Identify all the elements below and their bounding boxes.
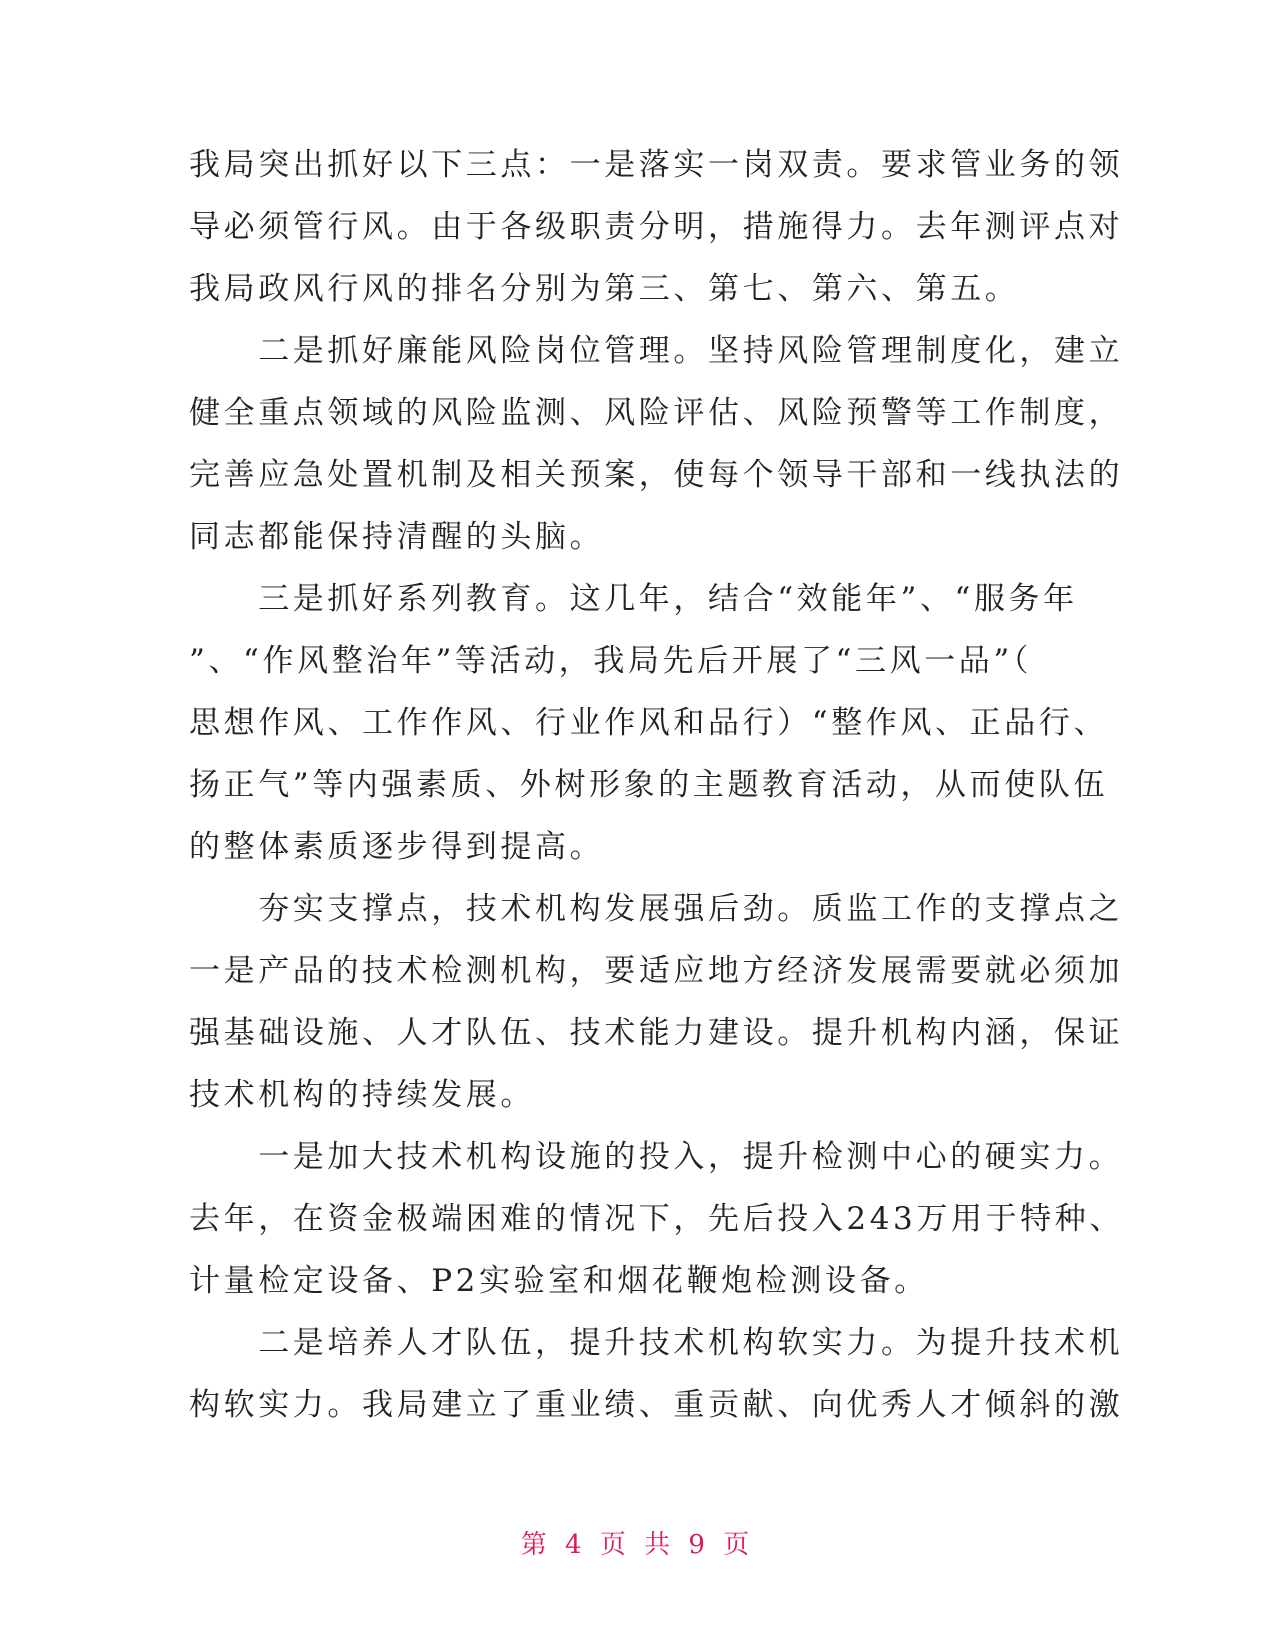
text-line: 同志都能保持清醒的头脑。 (189, 519, 605, 555)
text-line: 计量检定设备、P2实验室和烟花鞭炮检测设备。 (189, 1263, 929, 1299)
text-line: 三是抓好系列教育。这几年，结合“效能年”、“服务年 (189, 581, 1078, 617)
text-line: 扬正气”等内强素质、外树形象的主题教育活动，从而使队伍 (189, 767, 1109, 803)
text-line: 健全重点领域的风险监测、风险评估、风险预警等工作制度， (189, 395, 1124, 431)
text-line: 我局突出抓好以下三点：一是落实一岗双责。要求管业务的领 (189, 147, 1124, 183)
page-number-footer: 第 4 页 共 9 页 (520, 1530, 755, 1560)
text-line: 思想作风、工作作风、行业作风和品行）“整作风、正品行、 (189, 705, 1109, 741)
text-line: 强基础设施、人才队伍、技术能力建设。提升机构内涵，保证 (189, 1015, 1124, 1051)
text-line: 一是产品的技术检测机构，要适应地方经济发展需要就必须加 (189, 953, 1124, 989)
text-line: 完善应急处置机制及相关预案，使每个领导干部和一线执法的 (189, 457, 1124, 493)
text-line: 去年，在资金极端困难的情况下，先后投入243万用于特种、 (189, 1201, 1124, 1237)
text-line: 二是培养人才队伍，提升技术机构软实力。为提升技术机 (189, 1325, 1124, 1361)
text-line: 的整体素质逐步得到提高。 (189, 829, 605, 865)
text-line: 二是抓好廉能风险岗位管理。坚持风险管理制度化，建立 (189, 333, 1124, 369)
text-line: 我局政风行风的排名分别为第三、第七、第六、第五。 (189, 271, 1020, 307)
text-line: 一是加大技术机构设施的投入，提升检测中心的硬实力。 (189, 1139, 1124, 1175)
text-line: 导必须管行风。由于各级职责分明，措施得力。去年测评点对 (189, 209, 1124, 245)
text-line: ”、“作风整治年”等活动，我局先后开展了“三风一品”（ (189, 643, 1032, 679)
text-line: 夯实支撑点，技术机构发展强后劲。质监工作的支撑点之 (189, 891, 1124, 927)
text-line: 技术机构的持续发展。 (189, 1077, 535, 1113)
text-line: 构软实力。我局建立了重业绩、重贡献、向优秀人才倾斜的激 (189, 1387, 1124, 1423)
